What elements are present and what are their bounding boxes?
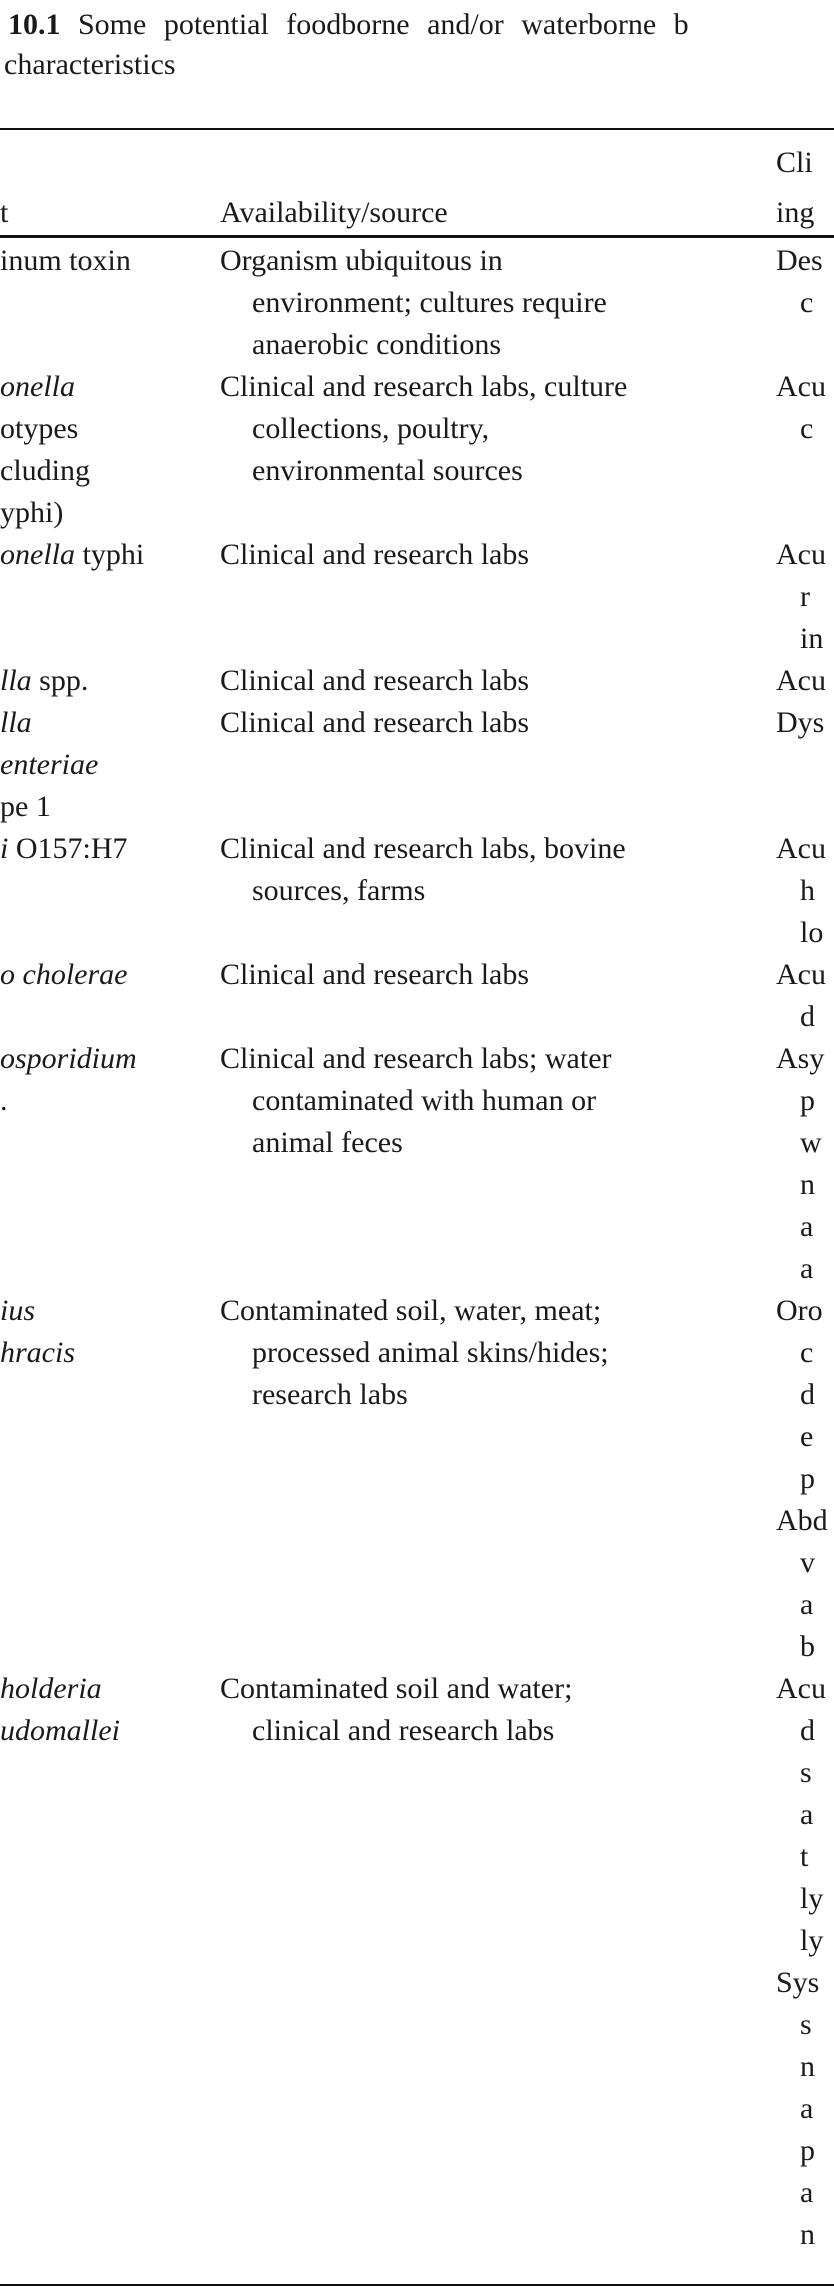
clinical-line: s [800, 2008, 812, 2041]
agent-text: . [0, 1084, 8, 1117]
clinical-line: n [800, 2218, 815, 2251]
clinical-line: e [800, 1420, 814, 1453]
clinical-cell [776, 1290, 834, 1668]
availability-source-cell [220, 1290, 780, 1416]
clinical-line: n [800, 2050, 815, 2083]
header-availability-source: Availability/source [220, 196, 448, 229]
source-line: Contaminated soil and water; [220, 1672, 573, 1705]
clinical-line: t [800, 1840, 809, 1873]
clinical-line: Abd [776, 1504, 828, 1537]
clinical-line: a [800, 1588, 814, 1621]
clinical-line: c [800, 1336, 814, 1369]
agent-line [0, 366, 205, 408]
clinical-cell [776, 660, 834, 702]
clinical-line: p [800, 1462, 815, 1495]
source-line: sources, farms [252, 874, 426, 907]
agent-text: hracis [0, 1336, 75, 1369]
agent-line [0, 492, 205, 534]
source-line: environment; cultures require [252, 286, 607, 319]
availability-source-cell [220, 240, 780, 366]
clinical-cell [776, 534, 834, 660]
source-line: Clinical and research labs, culture [220, 370, 628, 403]
clinical-line: p [800, 1084, 815, 1117]
source-line: Clinical and research labs [220, 958, 530, 991]
source-line: anaerobic conditions [252, 328, 502, 361]
clinical-line: in [800, 622, 824, 655]
availability-source-cell [220, 1668, 780, 1752]
clinical-cell [776, 702, 834, 744]
agent-line [0, 1332, 205, 1374]
availability-source-cell [220, 702, 780, 744]
agent-line [0, 240, 205, 282]
agent-line [0, 828, 205, 870]
clinical-cell [776, 954, 834, 1038]
agent-text: onella [0, 370, 75, 403]
agent-cell [0, 534, 205, 576]
agent-line [0, 450, 205, 492]
agent-text: otypes [0, 412, 79, 445]
agent-text: pe 1 [0, 790, 51, 823]
clinical-line: Acu [776, 1672, 826, 1705]
agent-text: holderia [0, 1672, 102, 1705]
agent-text: spp. [31, 664, 89, 697]
clinical-line: Acu [776, 538, 826, 571]
agent-text: udomallei [0, 1714, 120, 1747]
agent-cell [0, 954, 205, 996]
agent-cell [0, 660, 205, 702]
agent-text: enteriae [0, 748, 99, 781]
clinical-line: p [800, 2134, 815, 2167]
clinical-line: h [800, 874, 815, 907]
source-line: contaminated with human or [252, 1084, 597, 1117]
agent-cell [0, 828, 205, 870]
agent-text: o cholerae [0, 958, 128, 991]
agent-text: osporidium [0, 1042, 137, 1075]
table-bottom-rule [0, 2284, 834, 2286]
caption-line-2: characteristics [4, 48, 176, 81]
table-top-rule [0, 128, 834, 130]
clinical-cell [776, 366, 834, 450]
agent-text: cluding [0, 454, 90, 487]
agent-text: typhi [75, 538, 145, 571]
clinical-line: s [800, 1756, 812, 1789]
clinical-line: c [800, 286, 814, 319]
availability-source-cell [220, 660, 780, 702]
source-line: Clinical and research labs [220, 706, 530, 739]
availability-source-cell [220, 534, 780, 576]
agent-cell [0, 240, 205, 282]
caption-text-1: Some potential foodborne and/or waterborne b [78, 8, 689, 41]
clinical-line: n [800, 1168, 815, 1201]
agent-line [0, 1668, 205, 1710]
clinical-line: Acu [776, 832, 826, 865]
agent-text: O157:H7 [8, 832, 128, 865]
agent-text: onella [0, 538, 75, 571]
clinical-cell [776, 1668, 834, 2256]
agent-line [0, 534, 205, 576]
source-line: Clinical and research labs [220, 538, 530, 571]
clinical-line: Dys [776, 706, 825, 739]
clinical-line: a [800, 1210, 814, 1243]
agent-cell [0, 702, 205, 828]
availability-source-cell [220, 954, 780, 996]
agent-line [0, 954, 205, 996]
clinical-line: a [800, 1798, 814, 1831]
caption-line-1 [8, 4, 689, 46]
clinical-line: Oro [776, 1294, 823, 1327]
source-line: Clinical and research labs, bovine [220, 832, 626, 865]
agent-cell [0, 366, 205, 534]
agent-line [0, 660, 205, 702]
clinical-cell [776, 1038, 834, 1290]
clinical-line: Acu [776, 958, 826, 991]
caption-table-number: 10.1 [8, 8, 61, 41]
header-agent: t [0, 196, 9, 229]
header-clinical-line-1: Cli [776, 146, 813, 179]
agent-line [0, 1080, 205, 1122]
source-line: Clinical and research labs; water [220, 1042, 612, 1075]
clinical-line: Des [776, 244, 823, 277]
clinical-line: Asy [776, 1042, 825, 1075]
clinical-line: d [800, 1714, 815, 1747]
clinical-line: b [800, 1630, 815, 1663]
source-line: Clinical and research labs [220, 664, 530, 697]
source-line: processed animal skins/hides; [252, 1336, 609, 1369]
source-line: research labs [252, 1378, 408, 1411]
source-line: Contaminated soil, water, meat; [220, 1294, 602, 1327]
clinical-line: d [800, 1378, 815, 1411]
clinical-line: lo [800, 916, 824, 949]
clinical-line: a [800, 1252, 814, 1285]
clinical-cell [776, 828, 834, 954]
agent-text: i [0, 832, 9, 865]
agent-text: lla [0, 706, 32, 739]
availability-source-cell [220, 366, 780, 492]
agent-line [0, 786, 205, 828]
clinical-line: Sys [776, 1966, 820, 1999]
source-line: animal feces [252, 1126, 403, 1159]
agent-line [0, 744, 205, 786]
header-rule [0, 235, 834, 238]
header-clinical-line-2: ing [776, 196, 815, 229]
source-line: collections, poultry, [252, 412, 490, 445]
agent-text: inum toxin [0, 244, 131, 277]
clinical-line: a [800, 2092, 814, 2125]
clinical-line: v [800, 1546, 815, 1579]
agent-line [0, 702, 205, 744]
agent-text: lla [0, 664, 32, 697]
availability-source-cell [220, 1038, 780, 1164]
agent-line [0, 1290, 205, 1332]
agent-cell [0, 1038, 205, 1122]
agent-text: yphi) [0, 496, 64, 529]
clinical-line: Acu [776, 664, 826, 697]
clinical-line: ly [800, 1882, 824, 1915]
source-line: environmental sources [252, 454, 523, 487]
agent-line [0, 1038, 205, 1080]
agent-line [0, 1710, 205, 1752]
agent-cell [0, 1668, 205, 1752]
clinical-cell [776, 240, 834, 324]
agent-line [0, 408, 205, 450]
clinical-line: ly [800, 1924, 824, 1957]
source-line: Organism ubiquitous in [220, 244, 503, 277]
clinical-line: r [800, 580, 810, 613]
availability-source-cell [220, 828, 780, 912]
agent-cell [0, 1290, 205, 1374]
clinical-line: a [800, 2176, 814, 2209]
agent-text: ius [0, 1294, 36, 1327]
clinical-line: w [800, 1126, 822, 1159]
clinical-line: c [800, 412, 814, 445]
clinical-line: d [800, 1000, 815, 1033]
clinical-line: Acu [776, 370, 826, 403]
source-line: clinical and research labs [252, 1714, 555, 1747]
